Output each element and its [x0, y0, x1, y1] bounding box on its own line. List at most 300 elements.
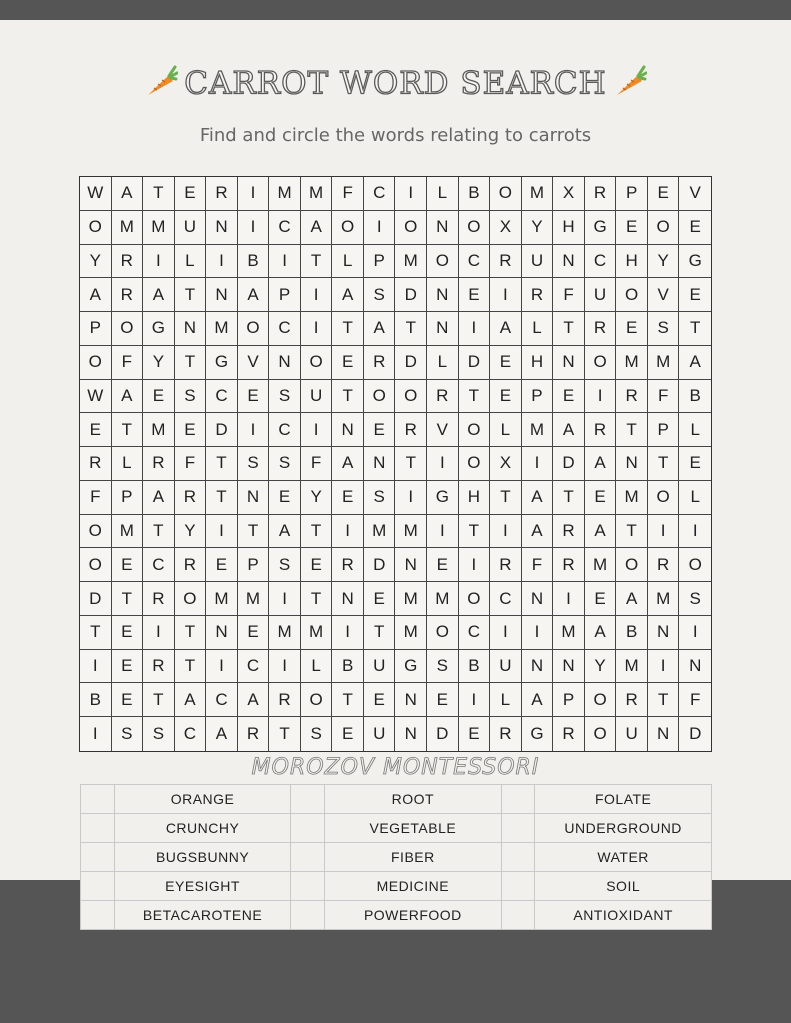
- grid-cell[interactable]: O: [80, 211, 112, 245]
- grid-cell[interactable]: I: [395, 481, 427, 515]
- grid-cell[interactable]: T: [143, 683, 175, 717]
- grid-cell[interactable]: N: [364, 447, 396, 481]
- grid-cell[interactable]: M: [648, 582, 680, 616]
- checkbox-cell[interactable]: [291, 901, 325, 930]
- grid-cell[interactable]: I: [301, 312, 333, 346]
- grid-cell[interactable]: V: [238, 346, 270, 380]
- grid-cell[interactable]: F: [679, 683, 711, 717]
- grid-cell[interactable]: A: [238, 683, 270, 717]
- grid-cell[interactable]: S: [143, 717, 175, 751]
- grid-cell[interactable]: T: [364, 616, 396, 650]
- grid-cell[interactable]: M: [143, 211, 175, 245]
- grid-cell[interactable]: N: [648, 717, 680, 751]
- grid-cell[interactable]: E: [679, 447, 711, 481]
- checkbox-cell[interactable]: [291, 843, 325, 872]
- grid-cell[interactable]: I: [364, 211, 396, 245]
- grid-cell[interactable]: E: [332, 717, 364, 751]
- grid-cell[interactable]: F: [175, 447, 207, 481]
- grid-cell[interactable]: L: [112, 447, 144, 481]
- grid-cell[interactable]: C: [490, 582, 522, 616]
- grid-cell[interactable]: E: [332, 481, 364, 515]
- grid-cell[interactable]: R: [395, 413, 427, 447]
- grid-cell[interactable]: U: [301, 380, 333, 414]
- grid-cell[interactable]: A: [301, 211, 333, 245]
- grid-cell[interactable]: I: [80, 650, 112, 684]
- grid-cell[interactable]: N: [206, 616, 238, 650]
- grid-cell[interactable]: C: [175, 717, 207, 751]
- grid-cell[interactable]: M: [269, 177, 301, 211]
- grid-cell[interactable]: B: [459, 650, 491, 684]
- checkbox-cell[interactable]: [501, 785, 535, 814]
- grid-cell[interactable]: T: [206, 481, 238, 515]
- grid-cell[interactable]: C: [238, 650, 270, 684]
- grid-cell[interactable]: F: [553, 278, 585, 312]
- grid-cell[interactable]: I: [585, 380, 617, 414]
- grid-cell[interactable]: T: [459, 380, 491, 414]
- grid-cell[interactable]: R: [364, 346, 396, 380]
- grid-cell[interactable]: A: [206, 717, 238, 751]
- grid-cell[interactable]: T: [395, 312, 427, 346]
- checkbox-cell[interactable]: [81, 814, 115, 843]
- grid-cell[interactable]: L: [522, 312, 554, 346]
- grid-cell[interactable]: Y: [522, 211, 554, 245]
- grid-cell[interactable]: A: [175, 683, 207, 717]
- grid-cell[interactable]: I: [143, 245, 175, 279]
- grid-cell[interactable]: N: [522, 650, 554, 684]
- grid-cell[interactable]: O: [616, 278, 648, 312]
- grid-cell[interactable]: S: [364, 481, 396, 515]
- grid-cell[interactable]: E: [301, 548, 333, 582]
- grid-cell[interactable]: R: [143, 650, 175, 684]
- grid-cell[interactable]: M: [395, 515, 427, 549]
- grid-cell[interactable]: L: [175, 245, 207, 279]
- grid-cell[interactable]: T: [175, 616, 207, 650]
- grid-cell[interactable]: V: [648, 278, 680, 312]
- grid-cell[interactable]: S: [112, 717, 144, 751]
- grid-cell[interactable]: B: [332, 650, 364, 684]
- grid-cell[interactable]: E: [427, 683, 459, 717]
- grid-cell[interactable]: R: [175, 548, 207, 582]
- grid-cell[interactable]: H: [522, 346, 554, 380]
- grid-cell[interactable]: N: [648, 616, 680, 650]
- grid-cell[interactable]: N: [553, 245, 585, 279]
- grid-cell[interactable]: O: [332, 211, 364, 245]
- grid-cell[interactable]: O: [427, 616, 459, 650]
- grid-cell[interactable]: O: [301, 683, 333, 717]
- grid-cell[interactable]: M: [395, 245, 427, 279]
- grid-cell[interactable]: T: [143, 177, 175, 211]
- grid-cell[interactable]: A: [522, 515, 554, 549]
- grid-cell[interactable]: D: [553, 447, 585, 481]
- grid-cell[interactable]: G: [395, 650, 427, 684]
- grid-cell[interactable]: R: [553, 717, 585, 751]
- grid-cell[interactable]: N: [395, 717, 427, 751]
- grid-cell[interactable]: N: [206, 211, 238, 245]
- grid-cell[interactable]: T: [679, 312, 711, 346]
- grid-cell[interactable]: T: [332, 312, 364, 346]
- grid-cell[interactable]: N: [553, 650, 585, 684]
- grid-cell[interactable]: S: [175, 380, 207, 414]
- grid-cell[interactable]: A: [332, 278, 364, 312]
- grid-cell[interactable]: I: [427, 447, 459, 481]
- grid-cell[interactable]: M: [143, 413, 175, 447]
- grid-cell[interactable]: E: [112, 683, 144, 717]
- grid-cell[interactable]: E: [427, 548, 459, 582]
- grid-cell[interactable]: I: [553, 582, 585, 616]
- grid-cell[interactable]: P: [522, 380, 554, 414]
- grid-cell[interactable]: E: [112, 650, 144, 684]
- grid-cell[interactable]: U: [585, 278, 617, 312]
- grid-cell[interactable]: O: [112, 312, 144, 346]
- grid-cell[interactable]: O: [459, 413, 491, 447]
- grid-cell[interactable]: N: [616, 447, 648, 481]
- grid-cell[interactable]: I: [395, 177, 427, 211]
- grid-cell[interactable]: M: [206, 312, 238, 346]
- grid-cell[interactable]: R: [585, 413, 617, 447]
- grid-cell[interactable]: T: [112, 582, 144, 616]
- grid-cell[interactable]: I: [143, 616, 175, 650]
- grid-cell[interactable]: U: [522, 245, 554, 279]
- grid-cell[interactable]: I: [332, 616, 364, 650]
- grid-cell[interactable]: D: [395, 278, 427, 312]
- grid-cell[interactable]: O: [395, 211, 427, 245]
- grid-cell[interactable]: I: [459, 548, 491, 582]
- grid-cell[interactable]: C: [269, 413, 301, 447]
- grid-cell[interactable]: C: [364, 177, 396, 211]
- grid-cell[interactable]: N: [679, 650, 711, 684]
- grid-cell[interactable]: R: [490, 245, 522, 279]
- grid-cell[interactable]: G: [206, 346, 238, 380]
- grid-cell[interactable]: L: [332, 245, 364, 279]
- grid-cell[interactable]: R: [585, 177, 617, 211]
- grid-cell[interactable]: I: [427, 515, 459, 549]
- grid-cell[interactable]: A: [143, 481, 175, 515]
- grid-cell[interactable]: R: [490, 548, 522, 582]
- grid-cell[interactable]: O: [459, 447, 491, 481]
- grid-cell[interactable]: A: [553, 413, 585, 447]
- grid-cell[interactable]: T: [648, 447, 680, 481]
- grid-cell[interactable]: A: [332, 447, 364, 481]
- grid-cell[interactable]: M: [238, 582, 270, 616]
- grid-cell[interactable]: H: [553, 211, 585, 245]
- grid-cell[interactable]: I: [459, 312, 491, 346]
- grid-cell[interactable]: C: [585, 245, 617, 279]
- grid-cell[interactable]: M: [427, 582, 459, 616]
- grid-cell[interactable]: U: [616, 717, 648, 751]
- grid-cell[interactable]: B: [80, 683, 112, 717]
- grid-cell[interactable]: O: [80, 548, 112, 582]
- grid-cell[interactable]: M: [395, 616, 427, 650]
- grid-cell[interactable]: O: [585, 346, 617, 380]
- grid-cell[interactable]: D: [80, 582, 112, 616]
- grid-cell[interactable]: D: [427, 717, 459, 751]
- checkbox-cell[interactable]: [501, 872, 535, 901]
- grid-cell[interactable]: L: [301, 650, 333, 684]
- grid-cell[interactable]: F: [301, 447, 333, 481]
- grid-cell[interactable]: O: [679, 548, 711, 582]
- grid-cell[interactable]: I: [301, 413, 333, 447]
- grid-cell[interactable]: I: [206, 650, 238, 684]
- grid-cell[interactable]: O: [364, 380, 396, 414]
- grid-cell[interactable]: C: [269, 211, 301, 245]
- grid-cell[interactable]: I: [490, 515, 522, 549]
- grid-cell[interactable]: T: [206, 447, 238, 481]
- grid-cell[interactable]: S: [269, 447, 301, 481]
- grid-cell[interactable]: T: [143, 515, 175, 549]
- grid-cell[interactable]: R: [143, 447, 175, 481]
- grid-cell[interactable]: B: [679, 380, 711, 414]
- grid-cell[interactable]: A: [616, 582, 648, 616]
- grid-cell[interactable]: A: [585, 616, 617, 650]
- grid-cell[interactable]: O: [459, 211, 491, 245]
- grid-cell[interactable]: N: [332, 413, 364, 447]
- grid-cell[interactable]: I: [648, 650, 680, 684]
- grid-cell[interactable]: E: [616, 312, 648, 346]
- grid-cell[interactable]: T: [269, 717, 301, 751]
- grid-cell[interactable]: A: [364, 312, 396, 346]
- grid-cell[interactable]: L: [427, 346, 459, 380]
- grid-cell[interactable]: A: [522, 481, 554, 515]
- checkbox-cell[interactable]: [501, 814, 535, 843]
- grid-cell[interactable]: M: [522, 177, 554, 211]
- grid-cell[interactable]: H: [616, 245, 648, 279]
- grid-cell[interactable]: G: [585, 211, 617, 245]
- grid-cell[interactable]: I: [648, 515, 680, 549]
- grid-cell[interactable]: P: [364, 245, 396, 279]
- grid-cell[interactable]: V: [427, 413, 459, 447]
- grid-cell[interactable]: X: [553, 177, 585, 211]
- grid-cell[interactable]: R: [112, 278, 144, 312]
- grid-cell[interactable]: R: [80, 447, 112, 481]
- grid-cell[interactable]: A: [585, 447, 617, 481]
- grid-cell[interactable]: E: [238, 380, 270, 414]
- grid-cell[interactable]: A: [112, 177, 144, 211]
- grid-cell[interactable]: A: [522, 683, 554, 717]
- grid-cell[interactable]: M: [301, 616, 333, 650]
- grid-cell[interactable]: W: [80, 177, 112, 211]
- grid-cell[interactable]: A: [679, 346, 711, 380]
- grid-cell[interactable]: L: [490, 413, 522, 447]
- grid-cell[interactable]: M: [206, 582, 238, 616]
- grid-cell[interactable]: V: [679, 177, 711, 211]
- grid-cell[interactable]: L: [679, 413, 711, 447]
- grid-cell[interactable]: O: [459, 582, 491, 616]
- checkbox-cell[interactable]: [81, 901, 115, 930]
- grid-cell[interactable]: T: [301, 515, 333, 549]
- grid-cell[interactable]: E: [364, 582, 396, 616]
- grid-cell[interactable]: F: [80, 481, 112, 515]
- grid-cell[interactable]: R: [616, 380, 648, 414]
- grid-cell[interactable]: E: [175, 177, 207, 211]
- grid-cell[interactable]: Y: [80, 245, 112, 279]
- grid-cell[interactable]: M: [364, 515, 396, 549]
- grid-cell[interactable]: R: [238, 717, 270, 751]
- grid-cell[interactable]: C: [269, 312, 301, 346]
- grid-cell[interactable]: I: [269, 582, 301, 616]
- grid-cell[interactable]: M: [648, 346, 680, 380]
- grid-cell[interactable]: R: [616, 683, 648, 717]
- grid-cell[interactable]: U: [364, 717, 396, 751]
- grid-cell[interactable]: T: [616, 413, 648, 447]
- grid-cell[interactable]: R: [585, 312, 617, 346]
- grid-cell[interactable]: O: [175, 582, 207, 616]
- checkbox-cell[interactable]: [291, 785, 325, 814]
- grid-cell[interactable]: N: [553, 346, 585, 380]
- grid-cell[interactable]: C: [206, 380, 238, 414]
- grid-cell[interactable]: F: [332, 177, 364, 211]
- grid-cell[interactable]: H: [459, 481, 491, 515]
- grid-cell[interactable]: N: [206, 278, 238, 312]
- grid-cell[interactable]: O: [238, 312, 270, 346]
- grid-cell[interactable]: S: [364, 278, 396, 312]
- grid-cell[interactable]: I: [238, 177, 270, 211]
- grid-cell[interactable]: O: [301, 346, 333, 380]
- grid-cell[interactable]: E: [459, 278, 491, 312]
- grid-cell[interactable]: G: [522, 717, 554, 751]
- grid-cell[interactable]: S: [427, 650, 459, 684]
- grid-cell[interactable]: C: [206, 683, 238, 717]
- grid-cell[interactable]: R: [112, 245, 144, 279]
- grid-cell[interactable]: L: [427, 177, 459, 211]
- grid-cell[interactable]: E: [616, 211, 648, 245]
- grid-cell[interactable]: Y: [301, 481, 333, 515]
- grid-cell[interactable]: U: [364, 650, 396, 684]
- grid-cell[interactable]: E: [238, 616, 270, 650]
- grid-cell[interactable]: E: [585, 582, 617, 616]
- grid-cell[interactable]: S: [648, 312, 680, 346]
- grid-cell[interactable]: M: [616, 481, 648, 515]
- grid-cell[interactable]: A: [112, 380, 144, 414]
- grid-cell[interactable]: N: [427, 278, 459, 312]
- grid-cell[interactable]: I: [238, 211, 270, 245]
- grid-cell[interactable]: R: [269, 683, 301, 717]
- grid-cell[interactable]: P: [616, 177, 648, 211]
- grid-cell[interactable]: N: [427, 312, 459, 346]
- grid-cell[interactable]: Y: [648, 245, 680, 279]
- grid-cell[interactable]: T: [238, 515, 270, 549]
- grid-cell[interactable]: I: [522, 616, 554, 650]
- grid-cell[interactable]: R: [553, 548, 585, 582]
- grid-cell[interactable]: A: [143, 278, 175, 312]
- grid-cell[interactable]: M: [112, 515, 144, 549]
- grid-cell[interactable]: N: [175, 312, 207, 346]
- grid-cell[interactable]: N: [427, 211, 459, 245]
- grid-cell[interactable]: E: [364, 413, 396, 447]
- grid-cell[interactable]: I: [522, 447, 554, 481]
- checkbox-cell[interactable]: [81, 843, 115, 872]
- grid-cell[interactable]: O: [395, 380, 427, 414]
- grid-cell[interactable]: F: [522, 548, 554, 582]
- grid-cell[interactable]: P: [269, 278, 301, 312]
- grid-cell[interactable]: M: [395, 582, 427, 616]
- grid-cell[interactable]: G: [679, 245, 711, 279]
- grid-cell[interactable]: T: [332, 683, 364, 717]
- grid-cell[interactable]: C: [459, 245, 491, 279]
- grid-cell[interactable]: E: [553, 380, 585, 414]
- grid-cell[interactable]: U: [175, 211, 207, 245]
- grid-cell[interactable]: G: [427, 481, 459, 515]
- grid-cell[interactable]: O: [427, 245, 459, 279]
- grid-cell[interactable]: I: [80, 717, 112, 751]
- grid-cell[interactable]: M: [585, 548, 617, 582]
- grid-cell[interactable]: T: [616, 515, 648, 549]
- grid-cell[interactable]: T: [175, 650, 207, 684]
- grid-cell[interactable]: I: [490, 616, 522, 650]
- grid-cell[interactable]: I: [238, 413, 270, 447]
- grid-cell[interactable]: R: [332, 548, 364, 582]
- grid-cell[interactable]: B: [616, 616, 648, 650]
- grid-cell[interactable]: N: [238, 481, 270, 515]
- grid-cell[interactable]: M: [616, 346, 648, 380]
- grid-cell[interactable]: N: [269, 346, 301, 380]
- grid-cell[interactable]: R: [206, 177, 238, 211]
- grid-cell[interactable]: M: [522, 413, 554, 447]
- grid-cell[interactable]: M: [269, 616, 301, 650]
- grid-cell[interactable]: F: [112, 346, 144, 380]
- grid-cell[interactable]: T: [553, 312, 585, 346]
- grid-cell[interactable]: I: [301, 278, 333, 312]
- grid-cell[interactable]: A: [238, 278, 270, 312]
- grid-cell[interactable]: O: [648, 211, 680, 245]
- grid-cell[interactable]: O: [616, 548, 648, 582]
- grid-cell[interactable]: M: [616, 650, 648, 684]
- grid-cell[interactable]: S: [679, 582, 711, 616]
- grid-cell[interactable]: E: [112, 548, 144, 582]
- grid-cell[interactable]: R: [490, 717, 522, 751]
- grid-cell[interactable]: D: [206, 413, 238, 447]
- grid-cell[interactable]: S: [269, 548, 301, 582]
- grid-cell[interactable]: C: [459, 616, 491, 650]
- grid-cell[interactable]: R: [522, 278, 554, 312]
- grid-cell[interactable]: E: [206, 548, 238, 582]
- grid-cell[interactable]: E: [459, 717, 491, 751]
- grid-cell[interactable]: T: [553, 481, 585, 515]
- grid-cell[interactable]: E: [364, 683, 396, 717]
- grid-cell[interactable]: O: [648, 481, 680, 515]
- grid-cell[interactable]: E: [175, 413, 207, 447]
- grid-cell[interactable]: E: [80, 413, 112, 447]
- grid-cell[interactable]: T: [332, 380, 364, 414]
- grid-cell[interactable]: I: [679, 616, 711, 650]
- checkbox-cell[interactable]: [291, 872, 325, 901]
- checkbox-cell[interactable]: [81, 785, 115, 814]
- grid-cell[interactable]: P: [238, 548, 270, 582]
- grid-cell[interactable]: O: [585, 717, 617, 751]
- grid-cell[interactable]: E: [679, 211, 711, 245]
- grid-cell[interactable]: B: [238, 245, 270, 279]
- grid-cell[interactable]: I: [206, 515, 238, 549]
- grid-cell[interactable]: C: [143, 548, 175, 582]
- grid-cell[interactable]: B: [459, 177, 491, 211]
- grid-cell[interactable]: M: [301, 177, 333, 211]
- grid-cell[interactable]: M: [112, 211, 144, 245]
- grid-cell[interactable]: W: [80, 380, 112, 414]
- grid-cell[interactable]: S: [269, 380, 301, 414]
- grid-cell[interactable]: O: [490, 177, 522, 211]
- grid-cell[interactable]: D: [364, 548, 396, 582]
- grid-cell[interactable]: L: [490, 683, 522, 717]
- grid-cell[interactable]: N: [332, 582, 364, 616]
- grid-cell[interactable]: U: [490, 650, 522, 684]
- grid-cell[interactable]: N: [395, 548, 427, 582]
- grid-cell[interactable]: A: [490, 312, 522, 346]
- grid-cell[interactable]: T: [175, 278, 207, 312]
- grid-cell[interactable]: M: [553, 616, 585, 650]
- grid-cell[interactable]: D: [395, 346, 427, 380]
- grid-cell[interactable]: R: [175, 481, 207, 515]
- grid-cell[interactable]: T: [80, 616, 112, 650]
- grid-cell[interactable]: Y: [585, 650, 617, 684]
